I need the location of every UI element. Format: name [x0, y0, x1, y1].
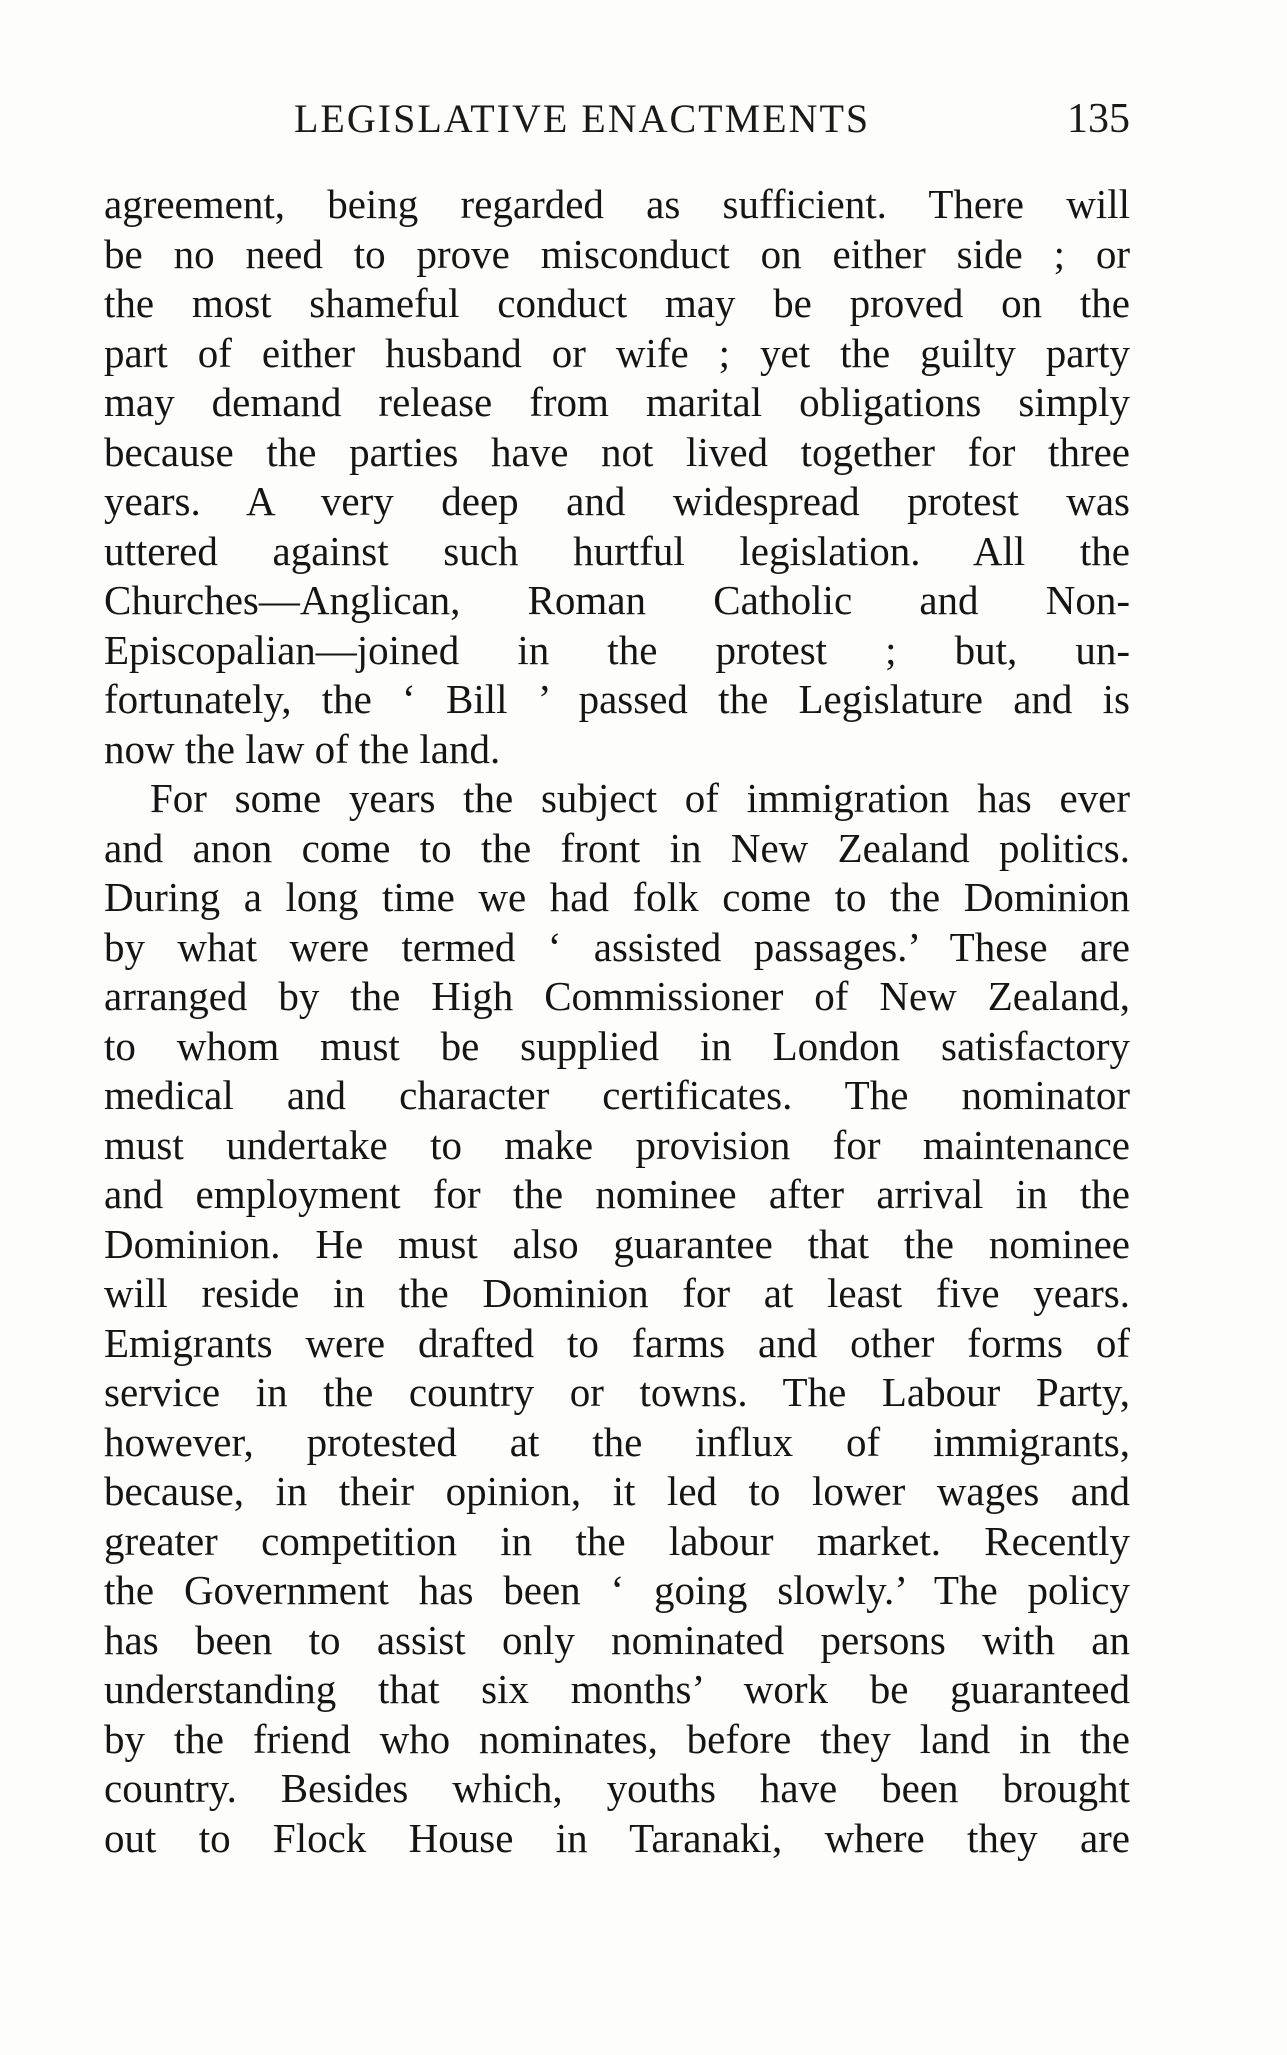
text-line: out to Flock House in Taranaki, where they are — [104, 1814, 1130, 1861]
page-header — [104, 95, 1130, 155]
text-line: the most shameful conduct may be proved on the — [104, 280, 1130, 326]
paragraph-immigration — [104, 774, 1130, 1863]
text-line: years. A very deep and widespread protest was — [104, 478, 1130, 524]
text-line: will reside in the Dominion for at least five years. — [104, 1270, 1130, 1316]
text-line: to whom must be supplied in London satisfactory — [104, 1022, 1130, 1069]
text-line: country. Besides which, youths have been brought — [104, 1765, 1130, 1811]
text-line: by the friend who nominates, before they land in the — [104, 1715, 1130, 1762]
text-line: Churches—Anglican, Roman Catholic and Non- — [104, 577, 1130, 623]
text-line: greater competition in the labour market. Recently — [104, 1517, 1130, 1564]
text-line: medical and character certificates. The nominator — [104, 1072, 1130, 1118]
text-line: however, protested at the influx of immigrants, — [104, 1418, 1130, 1465]
text-line: now the law of the land. — [104, 725, 501, 772]
body-text — [104, 180, 1130, 1863]
text-line: the Government has been ‘ going slowly.’ The policy — [104, 1567, 1130, 1613]
running-head: LEGISLATIVE ENACTMENTS — [294, 96, 871, 141]
text-line: service in the country or towns. The Labour Party, — [104, 1369, 1130, 1415]
text-line: fortunately, the ‘ Bill ’ passed the Legislature and is — [104, 676, 1130, 722]
paragraph-divorce-legislation — [104, 180, 1130, 774]
text-line: understanding that six months’ work be guaranteed — [104, 1666, 1130, 1712]
text-line: has been to assist only nominated persons with an — [104, 1616, 1130, 1663]
text-line: because, in their opinion, it led to lower wages and — [104, 1468, 1130, 1514]
text-line: uttered against such hurtful legislation. All the — [104, 527, 1130, 574]
text-line: because the parties have not lived together for three — [104, 428, 1130, 475]
text-line: and anon come to the front in New Zealand politics. — [104, 824, 1130, 871]
text-line: must undertake to make provision for maintenance — [104, 1121, 1130, 1168]
text-line: part of either husband or wife ; yet the guilty party — [104, 329, 1130, 376]
text-line: and employment for the nominee after arrival in the — [104, 1171, 1130, 1217]
text-line: Dominion. He must also guarantee that the nominee — [104, 1220, 1130, 1267]
text-line: agreement, being regarded as sufficient. There will — [104, 181, 1130, 227]
text-line: arranged by the High Commissioner of New Zealand, — [104, 973, 1130, 1019]
text-line: Episcopalian—joined in the protest ; but, un- — [104, 626, 1130, 673]
page-number: 135 — [1067, 96, 1130, 142]
text-line: may demand release from marital obligations simply — [104, 379, 1130, 425]
text-line: During a long time we had folk come to the Dominion — [104, 874, 1130, 920]
text-line: be no need to prove misconduct on either side ; or — [104, 230, 1130, 277]
text-line: Emigrants were drafted to farms and other forms of — [104, 1319, 1130, 1366]
text-line: by what were termed ‘ assisted passages.’ These are — [104, 923, 1130, 970]
text-line: For some years the subject of immigration has ever — [150, 775, 1130, 821]
